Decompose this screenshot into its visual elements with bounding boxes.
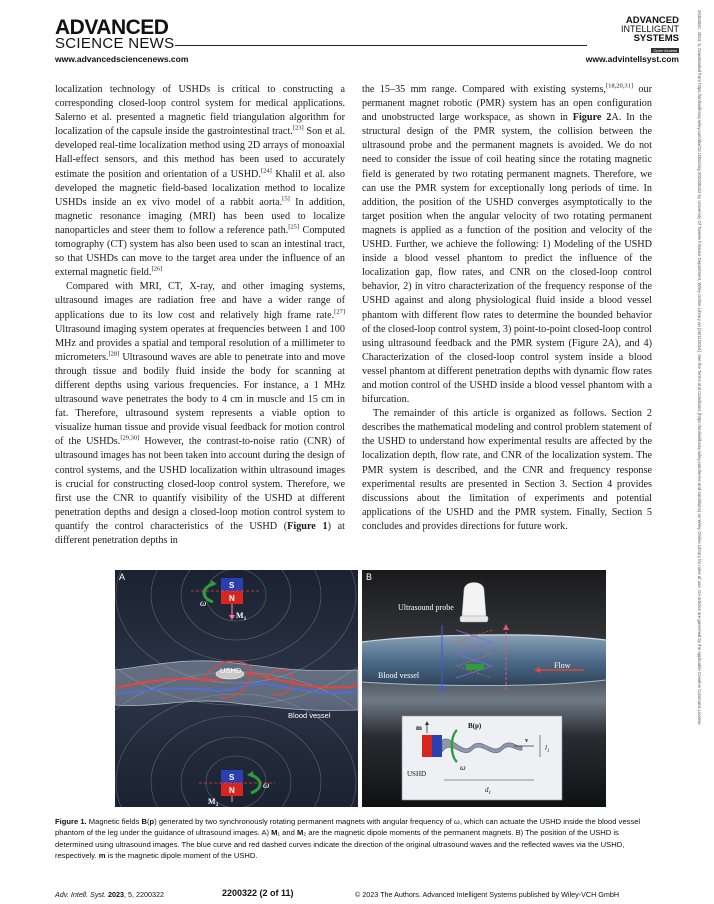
download-sidebar (693, 10, 705, 890)
caption-text-run: Magnetic fields (86, 817, 142, 826)
bottom-omega-label: ω (263, 780, 270, 790)
m1-label: $M_1$ (236, 611, 247, 622)
caption-text-run: M (296, 828, 304, 838)
caption-text-run: ₁ and (277, 828, 297, 838)
caption-text-run: ₂ are the magnetic dipole moments of the permanent magnets. B) The position of the USHD is determined using ultrasound images. The blue curve and red dashed curves indicate the direction of the original ultrasound waves and the reflected waves via the USHD, respectively. (55, 828, 625, 860)
caption-text-run: m (98, 850, 106, 860)
inset-ushd-label: USHD (407, 770, 427, 778)
probe-label: Ultrasound probe (398, 603, 454, 612)
bottom-magnet-s-label: S (229, 773, 235, 782)
paragraph-text-run: our permanent magnet robotic (PMR) system has an open configuration and unobstructed large workspace, as shown in (362, 84, 652, 124)
paragraph-text-run: Figure 1 (287, 520, 328, 532)
caption-text-run: B (141, 817, 148, 826)
paragraph-text-run: However, the contrast-to-noise ratio (CNR) of ultrasound images has not been taken into account during the design of control systems, and the USHD localization within ultrasound images is crucial for constructing closed-loop control system. Therefore, we first use the CNR to quantify visibility of the USHD at different penetration depths and design a closed-loop motion control system to quantify the control characteristics of the USHD ( (55, 436, 345, 532)
logo-line-3: SYSTEMS (633, 33, 679, 44)
top-omega-label: ω (200, 598, 207, 608)
left-column (55, 83, 345, 548)
paragraph (55, 280, 345, 548)
ultrasound-probe (462, 583, 486, 617)
journal-url[interactable]: www.advintellsyst.com (585, 54, 679, 64)
ushd-inset (402, 716, 562, 800)
paragraph-text-run: ) at different penetration depths in (55, 520, 345, 546)
journal-logo (607, 16, 679, 53)
panel-a (115, 570, 396, 807)
paragraph-text-run: [23] (292, 124, 304, 132)
figure-1-caption (55, 816, 655, 861)
inset-magnet-south (432, 735, 442, 757)
paragraph-text-run: In addition, magnetic resonance imaging (MRI) has been used to localize nanoparticles and steer them to follow a reference path. (55, 196, 345, 236)
footer-copyright: © 2023 The Authors. Advanced Intelligent Systems published by Wiley-VCH GmbH (355, 890, 620, 899)
download-notice: 26404567, 2023, 5, Downloaded from https://onlinelibrary.wiley.com/doi/10.1002/aisy.202200322 by University Of Twente Finance Department, Wiley Online Library on [26/11/2024]. See the Terms and Conditions (https://onlinelibrary.wiley.com/terms-and-conditions) on Wiley Online Library for rules of use; OA articles are governed by the applicable Creative Commons License (697, 10, 702, 725)
caption-text-run: is the magnetic dipole moment of the USHD. (105, 850, 258, 860)
footer-article-number: 2200322 (2 of 11) (222, 888, 294, 898)
paragraph-text-run: [27] (334, 308, 345, 316)
logo-line-1: ADVANCED (625, 15, 679, 26)
paragraph-text-run: Ultrasound waves are able to penetrate into and move through tissue and bodily fluid inside the body for scanning at different depths using various frequencies. For instance, a 1 MHz ultrasound wave penetrates the body to 4 cm in muscle and 15 cm in fat. Therefore, ultrasound system represents a viable option to visualize human tissue and provide visual feedback for motion control of the USHDs. (55, 351, 345, 448)
panel-a-letter: A (119, 572, 126, 582)
footer-journal: Adv. Intell. Syst. (55, 890, 106, 899)
caption-text-run: ) generated by two synchronously rotating permanent magnets with angular frequency of ω, which can actuate the USHD inside the blood vessel phantom of the leg under the guidance of ultrasound images. A) (55, 817, 641, 838)
paragraph-text-run: localization technology of USHDs is critical to constructing a corresponding closed-loop control system for medical applications. Salerno et al. presented a magnetic field triangulation algorithm for localization of the capsule inside the gastrointestinal tract. (55, 84, 345, 138)
panel-b-letter: B (366, 572, 373, 582)
paragraph (362, 83, 652, 407)
paragraph-text-run: A. In the structural design of the PMR system, the collision between the ultrasound probe and the permanent magnets is avoided. We do not need to consider the issue of coil heating since the rotating magnetic field is generated by two rotating permanent magnets. Therefore, we can use the PMR system for exceptionally long periods of time. In addition, the position of the USHD converges asymptotically to the target position when the angular velocity of two rotating permanent magnets is applied as a function of the position and velocity of the USHD. Further, we achieve the following: 1) Modeling of the USHD inside a blood vessel phantom to predict the influence of the localization gap, flow rates, and CNR on the closed-loop control behavior, 2) in vitro characterization of the frequency response of the USHD against and along physiological fluid inside a blood vessel phantom with different flow rates to determine the bounded behavior of the closed-loop control system, 3) point-to-point closed-loop control using ultrasound feedback and the PMR system (Figure 2A), and 4) Characterization of the closed-loop control system inside a blood vessel phantom at different penetration depths with dynamic flow rates and motion control of the USHD inside a blood vessel phantom with a bifurcation. (362, 112, 653, 406)
caption-text-run: p (149, 817, 155, 826)
open-access-tag: Open Access (653, 48, 677, 53)
paragraph-text-run: [28] (108, 350, 120, 358)
paragraph (55, 83, 345, 280)
paragraph (362, 407, 652, 534)
paragraph-text-run: [29,30] (120, 434, 140, 442)
footer-year: 2023 (108, 890, 124, 899)
inset-omega-label: ω (460, 763, 466, 772)
brand-subtitle: SCIENCE NEWS (55, 35, 175, 52)
ushd-label-a: USHD (220, 666, 242, 675)
blood-vessel-label-a: Blood vessel (288, 711, 331, 720)
paragraph-text-run: Compared with MRI, CT, X-ray, and other imaging systems, ultrasound images are radiation free and have a wider range of applications due to its low cost and relatively high frame rate. (55, 281, 345, 321)
paragraph-text-run: [18,20,31] (605, 82, 634, 90)
brand-title: ADVANCED (55, 16, 169, 39)
paragraph-text-run: [24] (260, 167, 272, 175)
logo-line-2: INTELLIGENT (620, 24, 679, 34)
panel-b (362, 570, 606, 807)
paragraph-text-run: Khalil et al. also developed the magnetic field-based localization method to localize USHDs inside an ex vivo model of a rabbit aorta. (55, 168, 345, 208)
caption-text-run: ( (147, 817, 150, 826)
figure-1 (115, 570, 606, 807)
paragraph-text-run: [25] (288, 223, 300, 231)
caption-text-run: Figure 1. (55, 817, 87, 826)
inset-m-label: m (416, 724, 422, 732)
figure-1-graphic (115, 570, 606, 807)
caption-text-run: M (271, 828, 278, 838)
m2-label: $M_2$ (208, 797, 219, 807)
footer-citation-rest: , 5, 2200322 (124, 890, 164, 899)
blood-vessel-label-b: Blood vessel (378, 671, 420, 680)
paragraph-text-run: the 15–35 mm range. Compared with existing systems, (362, 84, 606, 95)
paragraph-text-run: Son et al. developed real-time localization method using 2D arrays of monoaxial Hall-effect sensors, and this method has been used to accurately estimate the position and orientation of a USHD. (55, 126, 346, 180)
top-magnet-s-label: S (229, 581, 235, 590)
footer-citation (55, 890, 164, 899)
inset-l1-label: $l_1$ (545, 744, 550, 754)
flow-label: Flow (554, 661, 571, 670)
paragraph-text-run: [26] (151, 265, 163, 273)
right-column (362, 83, 652, 534)
paragraph-text-run: [5] (282, 195, 290, 203)
top-magnet-n-label: N (229, 594, 235, 603)
header-rule (175, 45, 587, 46)
probe-head (460, 616, 488, 622)
paragraph-text-run: Ultrasound imaging system operates at frequencies between 1 and 100 MHz and provides a spatial and temporal resolution of a millimeter to micrometers. (55, 323, 345, 363)
bottom-magnet-n-label: N (229, 786, 235, 795)
paragraph-text-run: Figure 2 (572, 112, 612, 124)
ushd-marker (466, 664, 484, 670)
publisher-url[interactable]: www.advancedsciencenews.com (55, 54, 189, 64)
inset-d1-label: $d_1$ (485, 786, 491, 796)
inset-field-label: B(p) (468, 722, 482, 730)
paragraph-text-run: The remainder of this article is organized as follows. Section 2 describes the mathematical modeling and control problem statement of the USHD to understand how experimental results are affected by the localization depth, flow rate, and CNR of the localization system. The PMR system is described, and the CNR and frequency response experimental results are presented in Section 3. Section 4 provides discussions about the limitation of experiments and potential applications of the USHD and the PMR system. Finally, Section 5 concludes and provides directions for future work. (362, 408, 652, 532)
inset-v-label: v (525, 737, 529, 744)
inset-magnet-north (422, 735, 432, 757)
paragraph-text-run: Computed tomography (CT) system has also been used to scan an intestinal tract, so that USHDs can move to the target area under the influence of an external magnetic field. (55, 224, 345, 279)
